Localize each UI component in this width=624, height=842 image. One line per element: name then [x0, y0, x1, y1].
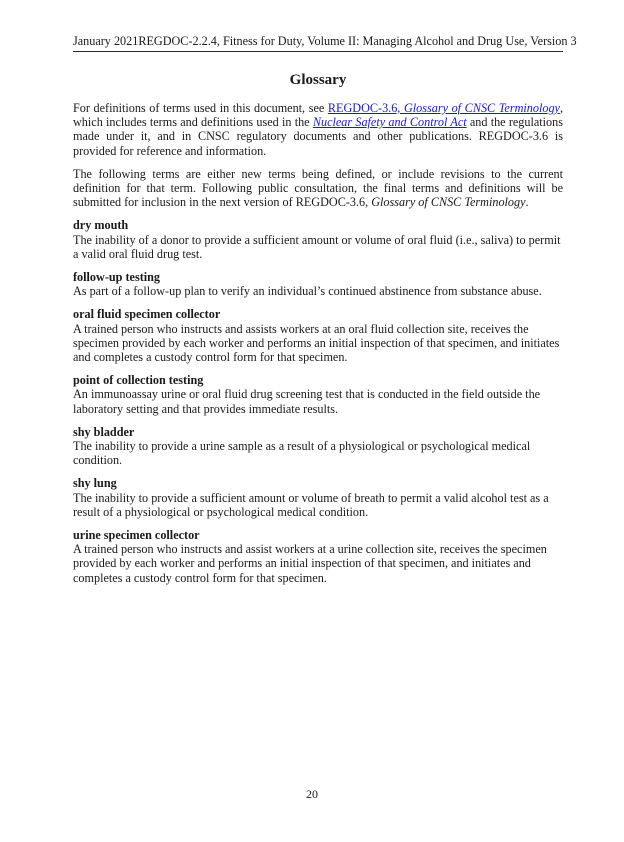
link-regdoc-3-6-glossary[interactable] — [328, 101, 560, 115]
term-heading: oral fluid specimen collector — [73, 307, 221, 322]
page-body — [73, 101, 563, 585]
intro-p2-text-pre: The following terms are either new terms being defined, or include revisions to the current definition for that term. Following public consultation, the final terms and definitions will be submitted for inclusion in the next version of REGDOC-3.6, — [73, 166, 563, 210]
term-block-oral-fluid-specimen-collector — [73, 307, 563, 364]
page-number: 20 — [306, 787, 318, 801]
term-heading: dry mouth — [73, 218, 129, 233]
term-heading: shy lung — [73, 476, 117, 491]
term-block-shy-bladder — [73, 425, 563, 468]
intro-p1-text-post: and the regulations made under it, and in CNSC regulatory documents and other publications. REGDOC-3.6 is provided for reference and information. — [73, 115, 563, 158]
page-header — [73, 34, 577, 52]
document-page — [0, 35, 624, 842]
intro-p1-text-mid: , which includes terms and definitions used in the — [73, 101, 563, 130]
link-nuclear-safety-control-act[interactable]: Nuclear Safety and Control Act — [312, 115, 467, 130]
term-definition: The inability of a donor to provide a sufficient amount or volume of oral fluid (i.e., saliva) to permit a valid oral fluid drug test. — [73, 232, 561, 261]
term-definition: A trained person who instructs and assists workers at an oral fluid collection site, receives the specimen provided by each worker and performs an initial inspection of that specimen, and initiates and completes a custody control form for that specimen. — [73, 321, 560, 365]
term-heading: shy bladder — [73, 424, 135, 439]
header-date: January 2021 — [73, 34, 139, 48]
intro-p2-text-post: . — [525, 195, 529, 210]
term-heading: urine specimen collector — [73, 528, 200, 543]
term-definition: The inability to provide a urine sample as a result of a physiological or psychological medical condition. — [73, 439, 531, 468]
term-block-urine-specimen-collector — [73, 528, 563, 585]
term-block-shy-lung — [73, 476, 563, 519]
link-regdoc-3-6-plain: REGDOC-3.6, — [327, 101, 404, 115]
term-definition: An immunoassay urine or oral fluid drug screening test that is conducted in the field outside the laboratory setting and that provides immediate results. — [73, 387, 541, 416]
intro-p2-italic-title: Glossary of CNSC Terminology — [371, 195, 526, 210]
term-heading: point of collection testing — [73, 373, 204, 388]
term-heading: follow-up testing — [73, 270, 161, 285]
term-definition: As part of a follow-up plan to verify an individual’s continued abstinence from substance abuse. — [73, 284, 542, 299]
term-definition: The inability to provide a sufficient amount or volume of breath to permit a valid alcohol test as a result of a physiological or psychological medical condition. — [73, 490, 549, 519]
term-definition: A trained person who instructs and assist workers at a urine collection site, receives the specimen provided by each worker and performs an initial inspection of that specimen, and initiates and completes a custody control form for that specimen. — [73, 542, 547, 585]
page-title: Glossary — [289, 72, 347, 88]
page-footer — [0, 788, 624, 801]
term-block-dry-mouth — [73, 218, 563, 261]
header-doc-title: REGDOC-2.2.4, Fitness for Duty, Volume II: Managing Alcohol and Drug Use, Version 3 — [138, 34, 577, 48]
term-block-follow-up-testing — [73, 270, 563, 298]
link-regdoc-3-6-italic: Glossary of CNSC Terminology — [403, 101, 560, 115]
intro-paragraph-1 — [73, 101, 563, 158]
intro-p1-text-pre: For definitions of terms used in this document, see — [73, 101, 328, 115]
intro-paragraph-2 — [73, 167, 563, 210]
term-block-point-of-collection-testing — [73, 373, 563, 416]
